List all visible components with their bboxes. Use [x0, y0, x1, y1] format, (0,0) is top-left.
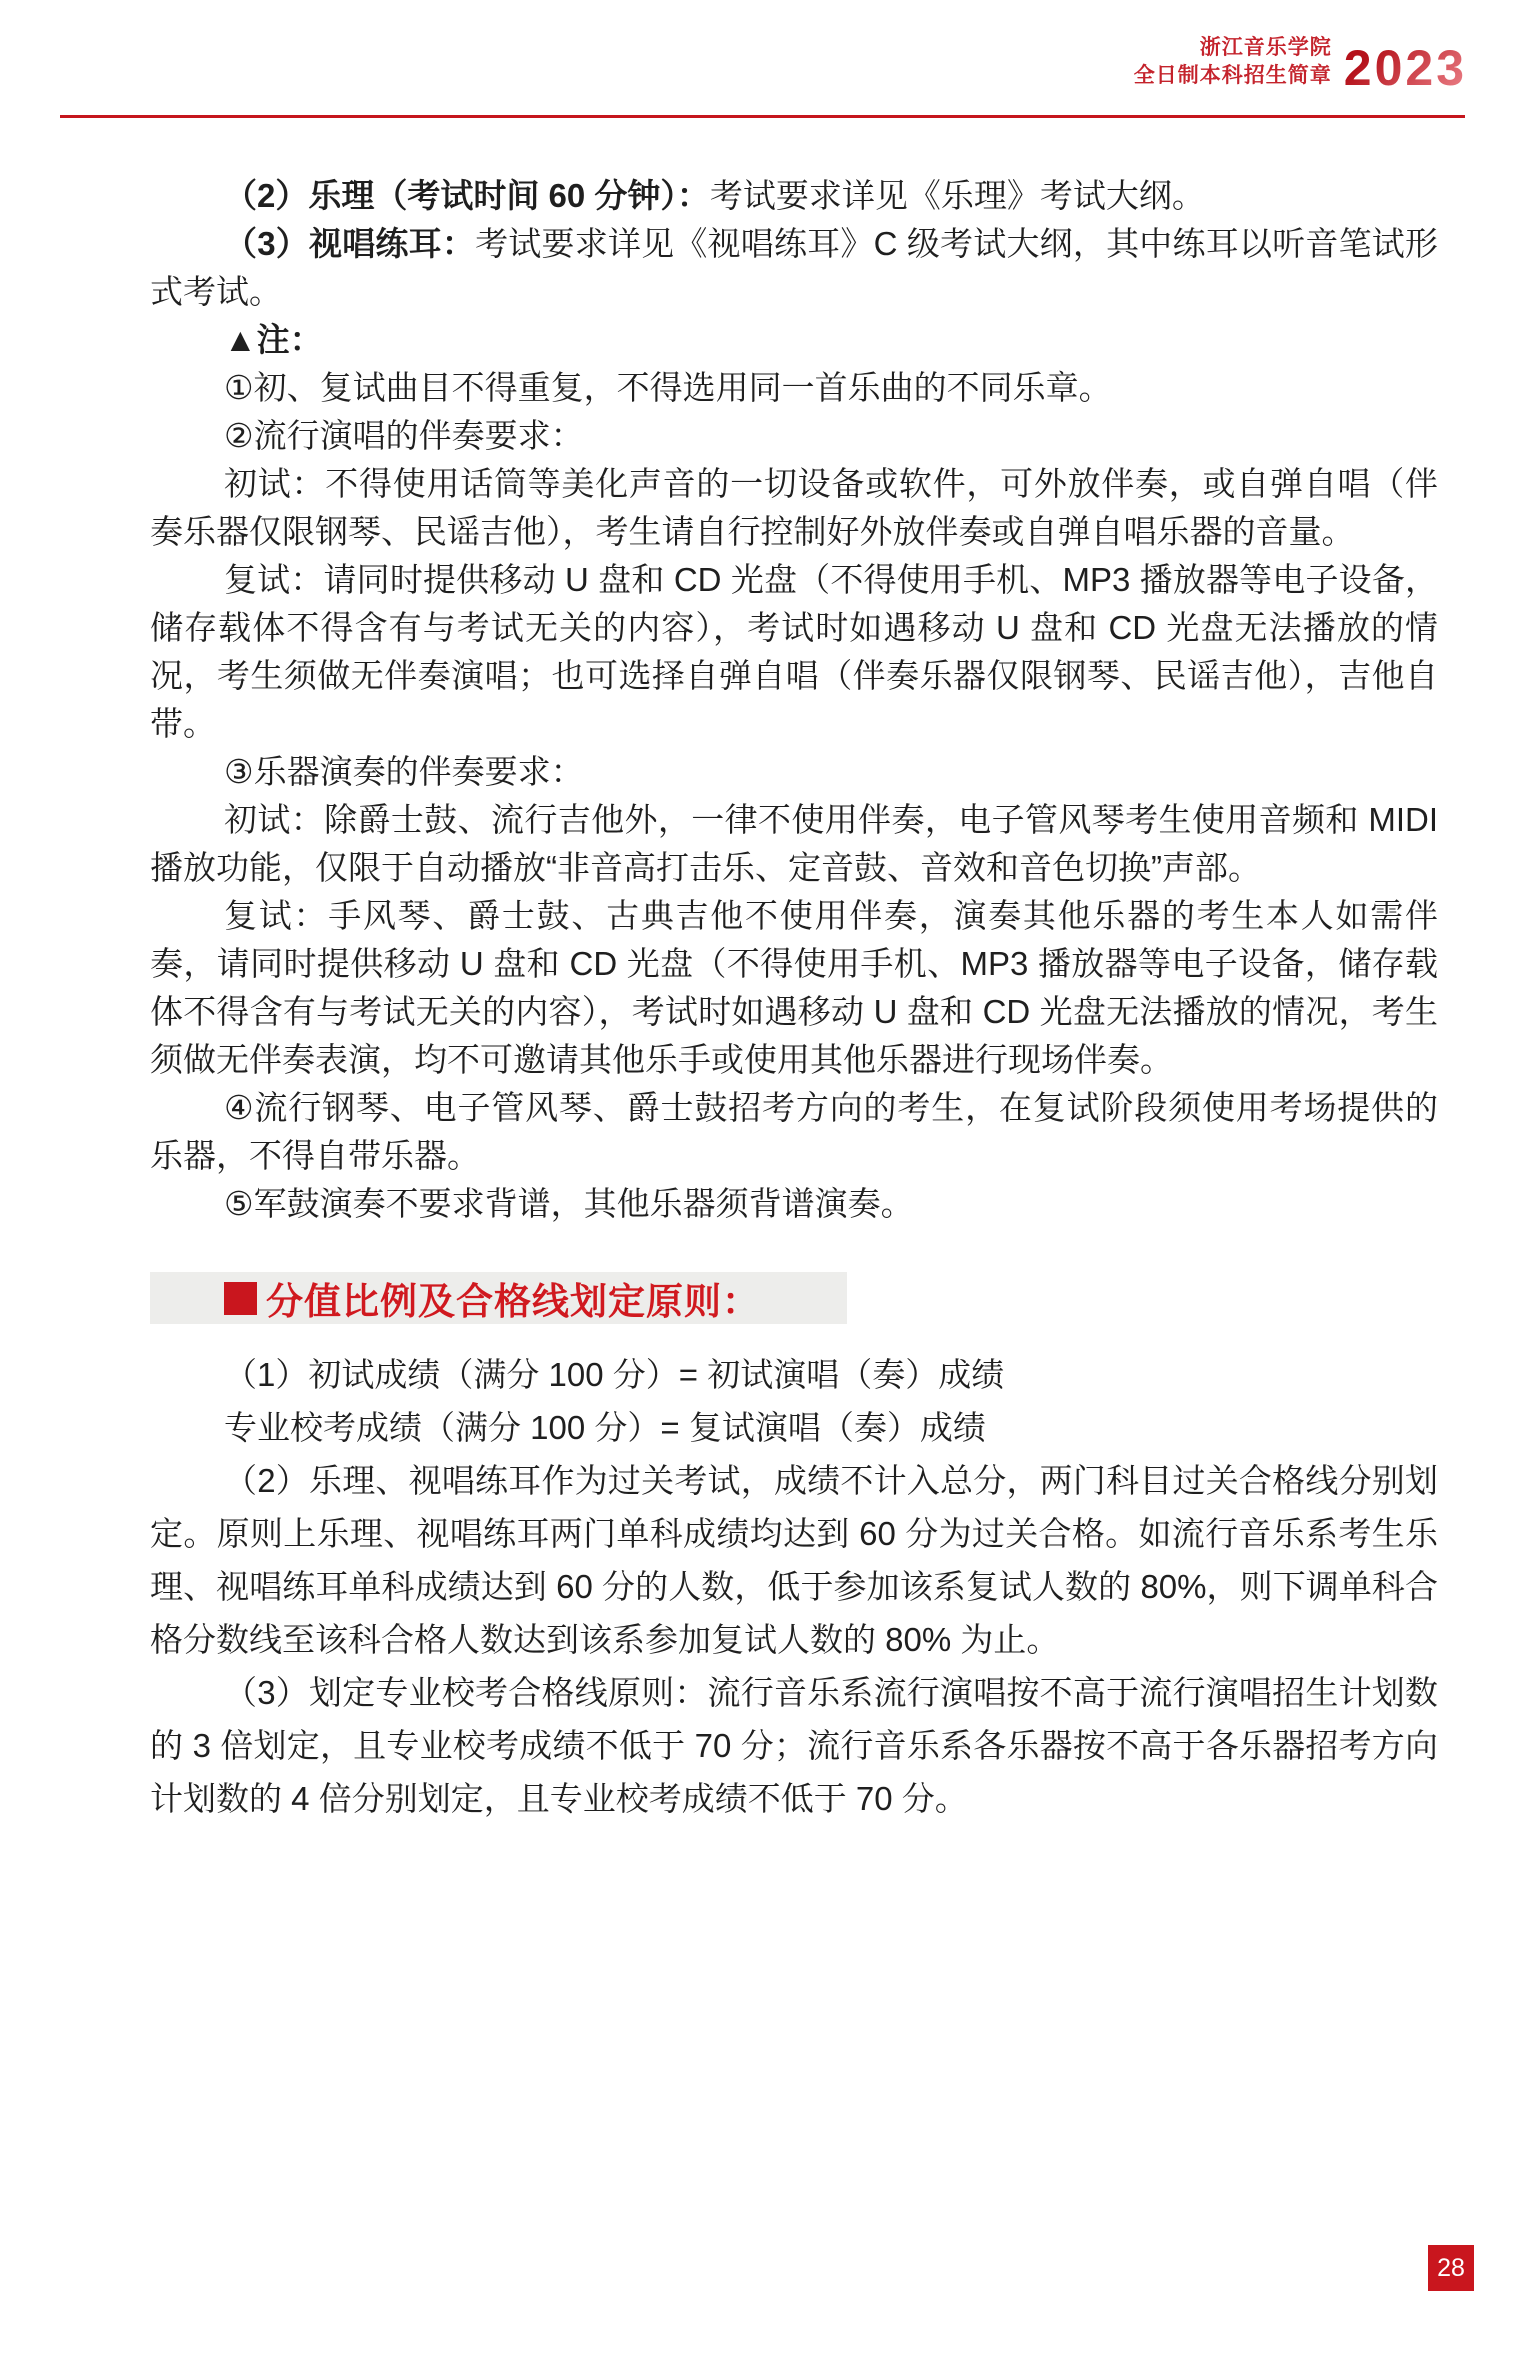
section-heading-band	[150, 1272, 847, 1324]
exam-notes-section	[150, 172, 1438, 1228]
paragraph: 复试：请同时提供移动 U 盘和 CD 光盘（不得使用手机、MP3 播放器等电子设备，储存载体不得含有与考试无关的内容），考试时如遇移动 U 盘和 CD 光盘无法播放的情况，考生须做无伴奏演唱；也可选择自弹自唱（伴奏乐器仅限钢琴、民谣吉他），吉他自带。	[150, 561, 1438, 742]
page-number-badge	[1428, 2245, 1474, 2291]
section-heading: 分值比例及合格线划定原则：	[266, 1281, 760, 1322]
paragraph: （2）乐理、视唱练耳作为过关考试，成绩不计入总分，两门科目过关合格线分别划定。原则上乐理、视唱练耳两门单科成绩均达到 60 分为过关合格。如流行音乐系考生乐理、视唱练耳单科成绩达到 60 分的人数，低于参加该系复试人数的 80%，则下调单科合格分数线至该科合格人数达到该系参加复试人数的 80% 为止。	[150, 1462, 1438, 1658]
paragraph-bold-prefix: ▲注：	[224, 321, 323, 358]
paragraph: ④流行钢琴、电子管风琴、爵士鼓招考方向的考生，在复试阶段须使用考场提供的乐器，不得自带乐器。	[150, 1089, 1438, 1174]
paragraph: ②流行演唱的伴奏要求：	[224, 417, 584, 454]
paragraph: （1）初试成绩（满分 100 分）= 初试演唱（奏）成绩	[224, 1356, 1005, 1393]
paragraph: 复试：手风琴、爵士鼓、古典吉他不使用伴奏，演奏其他乐器的考生本人如需伴奏，请同时提供移动 U 盘和 CD 光盘（不得使用手机、MP3 播放器等电子设备，储存载体不得含有与考试无关的内容），考试时如遇移动 U 盘和 CD 光盘无法播放的情况，考生须做无伴奏表演，均不可邀请其他乐手或使用其他乐器进行现场伴奏。	[150, 897, 1438, 1078]
header-school-name: 浙江音乐学院	[1199, 36, 1332, 59]
document-body	[150, 172, 1438, 1825]
header-year: 2023	[1343, 40, 1467, 96]
paragraph-bold-prefix: （2）乐理（考试时间 60 分钟）：	[224, 177, 710, 214]
score-rules-section	[150, 1348, 1438, 1825]
section-marker-square-icon	[224, 1282, 257, 1315]
paragraph: ③乐器演奏的伴奏要求：	[224, 753, 584, 790]
paragraph: 专业校考成绩（满分 100 分）= 复试演唱（奏）成绩	[224, 1409, 986, 1446]
paragraph: 初试：除爵士鼓、流行吉他外，一律不使用伴奏，电子管风琴考生使用音频和 MIDI 播放功能，仅限于自动播放“非音高打击乐、定音鼓、音效和音色切换”声部。	[150, 801, 1438, 886]
paragraph: （2）乐理（考试时间 60 分钟）：考试要求详见《乐理》考试大纲。	[224, 177, 1205, 214]
paragraph: 初试：不得使用话筒等美化声音的一切设备或软件，可外放伴奏，或自弹自唱（伴奏乐器仅限钢琴、民谣吉他），考生请自行控制好外放伴奏或自弹自唱乐器的音量。	[150, 465, 1438, 550]
paragraph: （3）划定专业校考合格线原则：流行音乐系流行演唱按不高于流行演唱招生计划数的 3 倍划定，且专业校考成绩不低于 70 分；流行音乐系各乐器按不高于各乐器招考方向计划数的 4 倍分别划定，且专业校考成绩不低于 70 分。	[150, 1674, 1438, 1817]
header-brochure-title: 全日制本科招生简章	[1133, 64, 1332, 87]
paragraph: ⑤军鼓演奏不要求背谱，其他乐器须背谱演奏。	[224, 1185, 914, 1222]
paragraph: ①初、复试曲目不得重复，不得选用同一首乐曲的不同乐章。	[224, 369, 1112, 406]
page-number: 28	[1437, 2253, 1465, 2282]
paragraph	[150, 316, 1438, 364]
header-titles	[1134, 34, 1332, 90]
page-header	[1133, 34, 1467, 96]
paragraph: （3）视唱练耳：考试要求详见《视唱练耳》C 级考试大纲，其中练耳以听音笔试形式考试。	[150, 225, 1439, 310]
paragraph-bold-prefix: （3）视唱练耳：	[224, 225, 476, 262]
header-divider-line	[60, 115, 1465, 118]
